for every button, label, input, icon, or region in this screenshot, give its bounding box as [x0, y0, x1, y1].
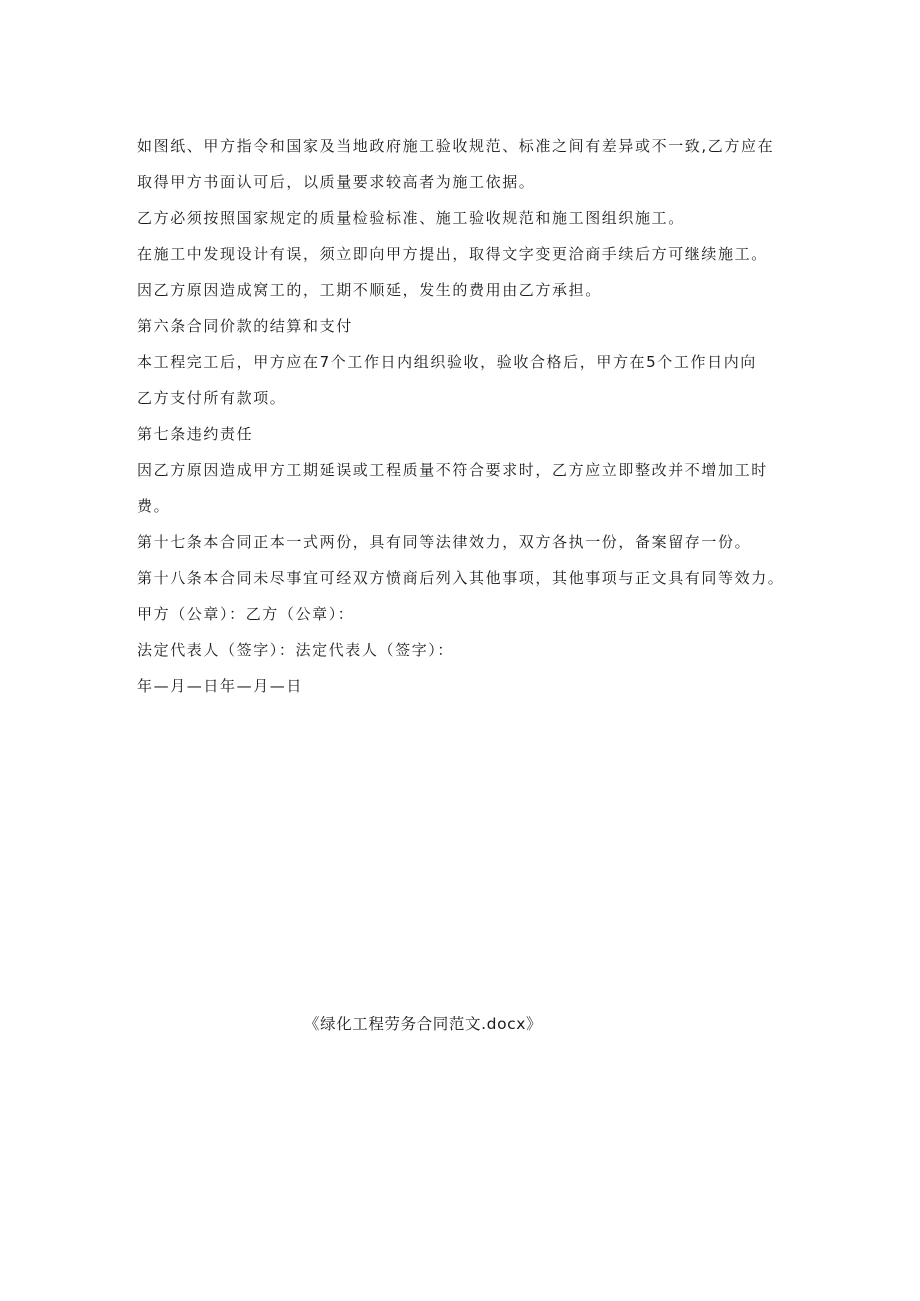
document-filename-footer: 《绿化工程劳务合同范文.docx》: [304, 1015, 543, 1033]
body-line-design-error: 在施工中发现设计有误，须立即向甲方提出，取得文字变更洽商手续后方可继续施工。: [137, 245, 768, 263]
article-heading-payment: 第六条合同价款的结算和支付: [137, 317, 353, 335]
signature-line-dates: 年—月—日年—月—日: [137, 677, 304, 695]
body-line-clause-conflict-cont: 取得甲方书面认可后，以质量要求较高者为施工依据。: [137, 173, 536, 191]
body-line-liability: 因乙方原因造成甲方工期延误或工程质量不符合要求时，乙方应立即整改并不增加工时: [137, 461, 768, 479]
article-heading-liability: 第七条违约责任: [137, 425, 254, 443]
signature-line-representatives: 法定代表人（签字）：法定代表人（签字）：: [137, 641, 455, 659]
body-line-idle-work: 因乙方原因造成窝工的，工期不顺延，发生的费用由乙方承担。: [137, 281, 602, 299]
body-line-payment-cont: 乙方支付所有款项。: [137, 389, 287, 407]
document-body: [137, 128, 817, 704]
signature-line-seals: 甲方（公章）：乙方（公章）：: [137, 605, 355, 623]
body-line-payment: 本工程完工后，甲方应在7个工作日内组织验收，验收合格后，甲方在5个工作日内向: [137, 353, 757, 371]
article-line-copies: 第十七条本合同正本一式两份，具有同等法律效力，双方各执一份，备案留存一份。: [137, 533, 752, 551]
body-line-clause-conflict: 如图纸、甲方指令和国家及当地政府施工验收规范、标准之间有差异或不一致,乙方应在: [137, 137, 775, 155]
body-line-liability-cont: 费。: [137, 497, 171, 515]
body-line-quality-standard: 乙方必须按照国家规定的质量检验标准、施工验收规范和施工图组织施工。: [137, 209, 685, 227]
article-line-other-matters: 第十八条本合同未尽事宜可经双方愤商后列入其他事项，其他事项与正文具有同等效力。: [137, 569, 785, 587]
